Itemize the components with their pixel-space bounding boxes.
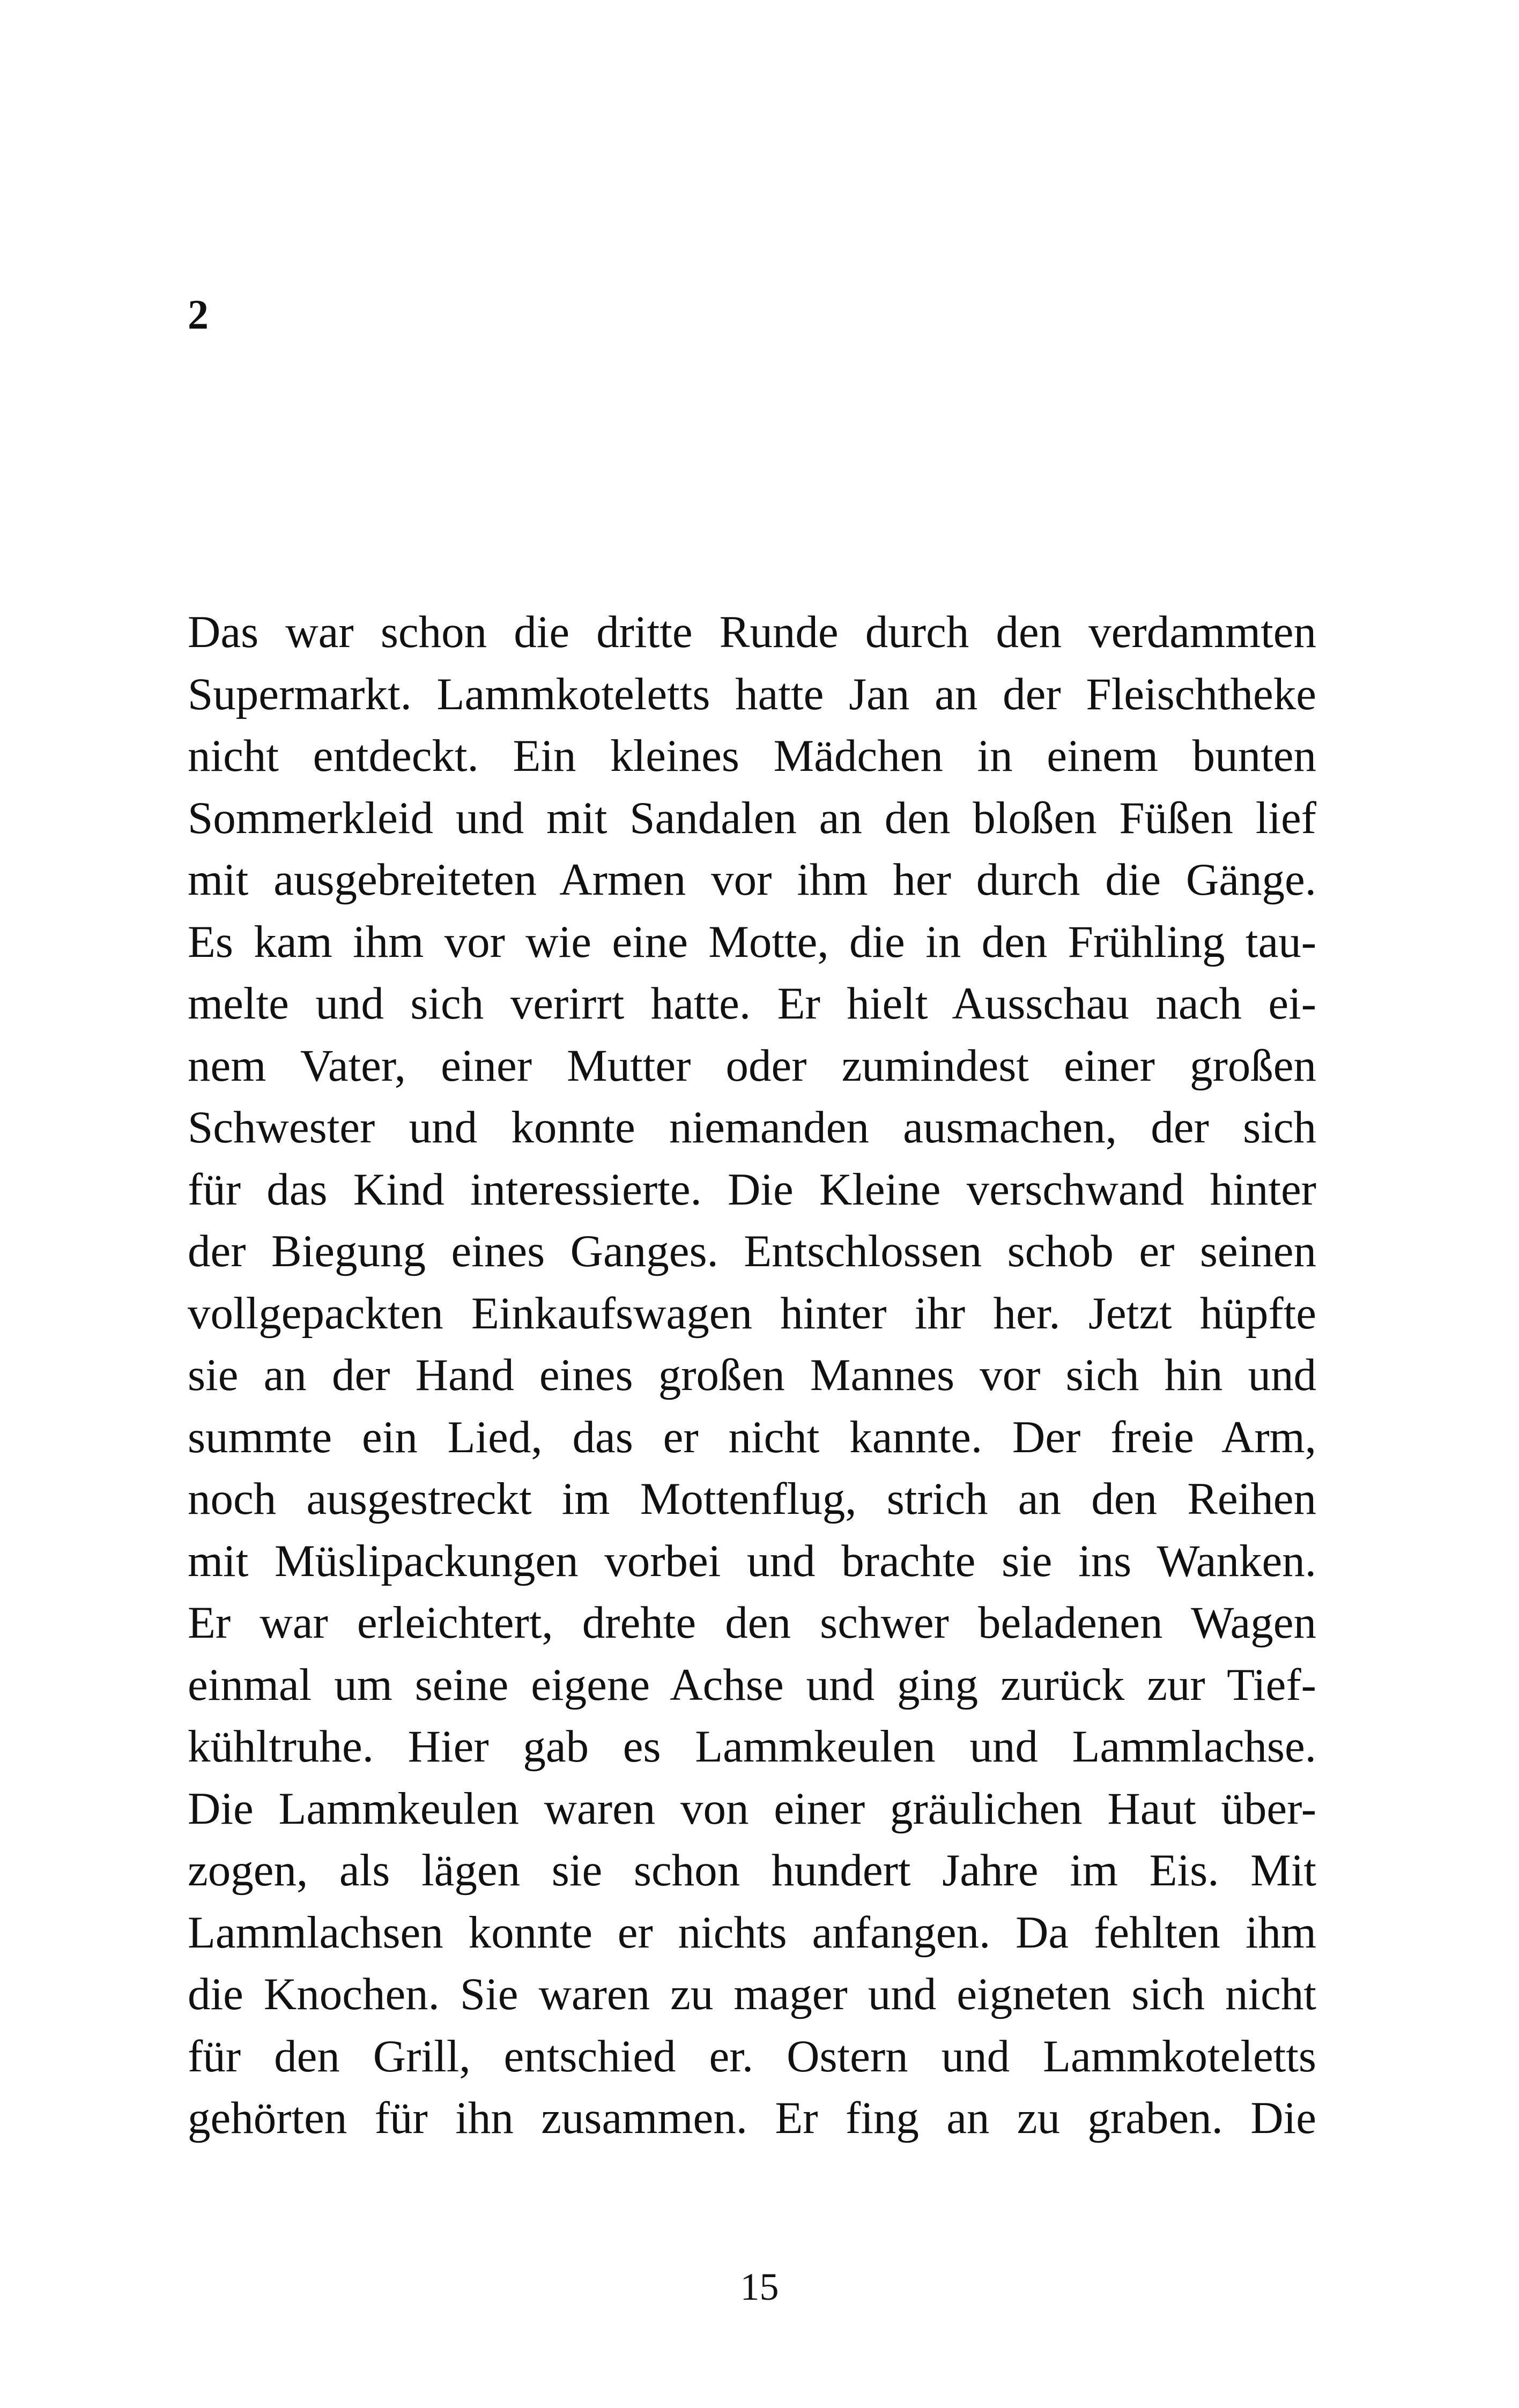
text-line: einmal um seine eigene Achse und ging zurück zur Tief-	[188, 1659, 1316, 1710]
text-line: summte ein Lied, das er nicht kannte. Der freie Arm,	[188, 1411, 1316, 1462]
text-line: zogen, als lägen sie schon hundert Jahre im Eis. Mit	[188, 1845, 1316, 1896]
text-line: Sommerkleid und mit Sandalen an den bloßen Füßen lief	[188, 792, 1316, 843]
text-line: Lammlachsen konnte er nichts anfangen. Da fehlten ihm	[188, 1907, 1316, 1958]
text-line: sie an der Hand eines großen Mannes vor sich hin und	[188, 1350, 1316, 1400]
text-line: Schwester und konnte niemanden ausmachen, der sich	[188, 1102, 1316, 1153]
text-line: melte und sich verirrt hatte. Er hielt Ausschau nach ei-	[188, 978, 1316, 1029]
text-line: für das Kind interessierte. Die Kleine verschwand hinter	[188, 1164, 1316, 1215]
chapter-number: 2	[188, 291, 209, 338]
text-line: vollgepackten Einkaufswagen hinter ihr her. Jetzt hüpfte	[188, 1288, 1316, 1339]
text-line: Es kam ihm vor wie eine Motte, die in den Frühling tau-	[188, 916, 1316, 967]
text-line: der Biegung eines Ganges. Entschlossen schob er seinen	[188, 1226, 1316, 1276]
text-line: gehörten für ihn zusammen. Er fing an zu graben. Die	[188, 2093, 1316, 2143]
body-text	[188, 601, 1316, 2150]
text-line: mit Müslipackungen vorbei und brachte sie ins Wanken.	[188, 1535, 1316, 1586]
text-line: mit ausgebreiteten Armen vor ihm her durch die Gänge.	[188, 854, 1316, 905]
text-line: noch ausgestreckt im Mottenflug, strich an den Reihen	[188, 1474, 1316, 1524]
page-number: 15	[740, 2265, 779, 2308]
text-line: Das war schon die dritte Runde durch den verdammten	[188, 607, 1316, 657]
text-line: nem Vater, einer Mutter oder zumindest einer großen	[188, 1040, 1316, 1091]
text-line: die Knochen. Sie waren zu mager und eigneten sich nicht	[188, 1969, 1316, 2019]
text-line: Die Lammkeulen waren von einer gräulichen Haut über-	[188, 1783, 1316, 1834]
text-line: nicht entdeckt. Ein kleines Mädchen in einem bunten	[188, 731, 1316, 781]
text-line: Supermarkt. Lammkoteletts hatte Jan an der Fleischtheke	[188, 668, 1316, 719]
text-line: für den Grill, entschied er. Ostern und Lammkoteletts	[188, 2031, 1316, 2082]
text-line: kühltruhe. Hier gab es Lammkeulen und Lammlachse.	[188, 1721, 1316, 1772]
text-line: Er war erleichtert, drehte den schwer beladenen Wagen	[188, 1597, 1316, 1648]
